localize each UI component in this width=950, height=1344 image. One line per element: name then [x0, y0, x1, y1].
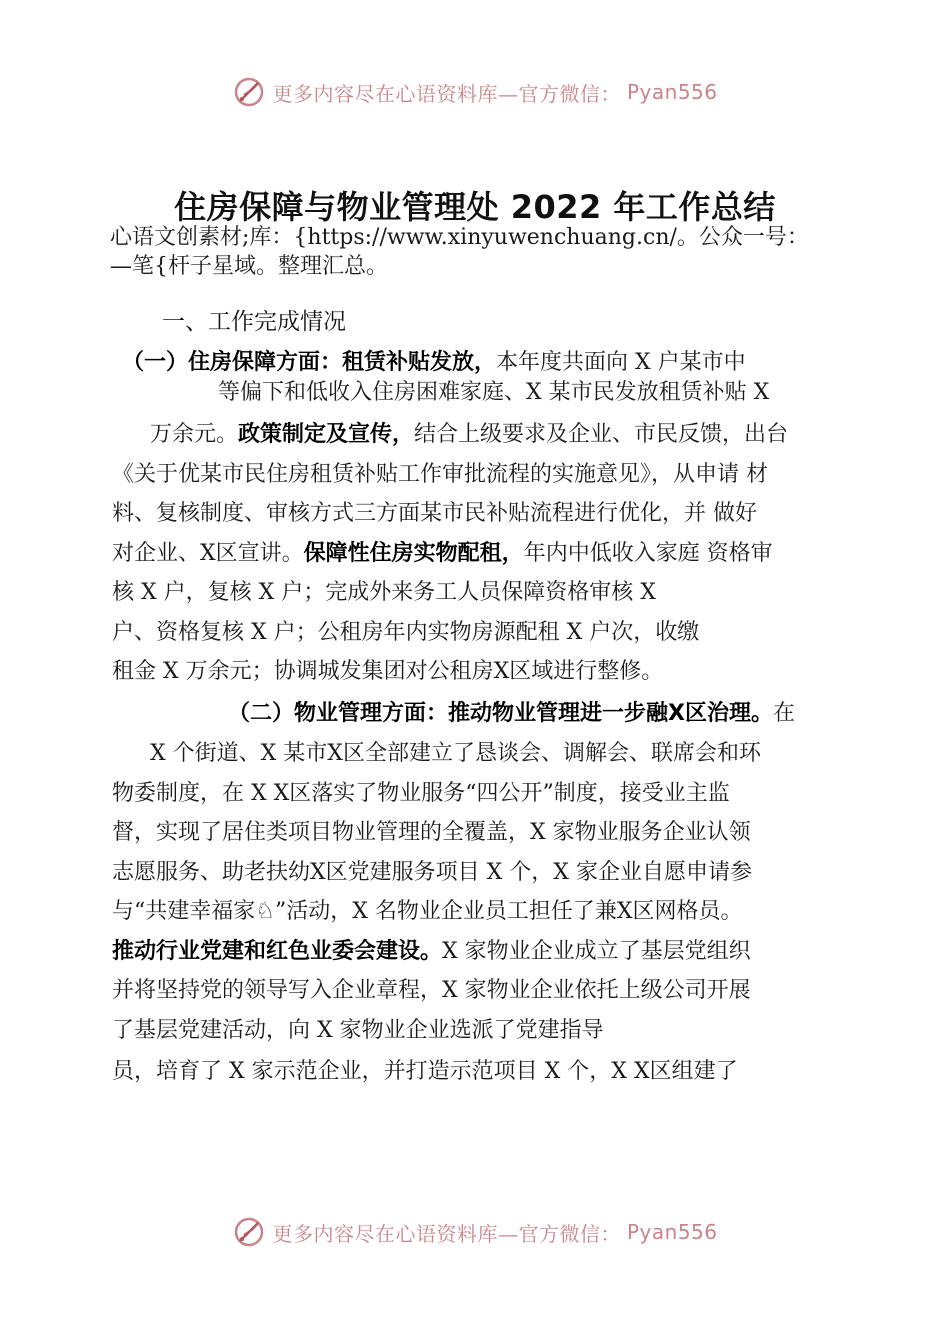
paragraph-2-line-6: 与“共建幸福家♘”活动，X 名物业企业员工担任了兼X区网格员。	[112, 899, 743, 924]
section-heading-1: 一、工作完成情况	[162, 309, 346, 335]
paragraph-1-line-4: 《关于优某市民住房租赁补贴工作审批流程的实施意见》，从申请 材	[112, 462, 768, 487]
policy-heading: 政策制定及宣传，	[238, 422, 415, 447]
paragraph-2-heading: （二）物业管理方面：推动物业管理进一步融X区治理。	[228, 701, 773, 726]
watermark-footer	[0, 1212, 950, 1252]
paragraph-1-line-1: （一）住房保障方面：租赁补贴发放，本年度共面向 X 户某市中	[122, 350, 746, 375]
watermark-header	[0, 72, 950, 112]
source-line-1: 心语文创素材;库：{https://www.xinyuwenchuang.cn/。公众一号：	[110, 225, 809, 250]
paragraph-1-line-5: 料、复核制度、审核方式三方面某市民补贴流程进行优化，并 做好	[112, 501, 757, 526]
paragraph-1-line-2: 等偏下和低收入住房困难家庭、X 某市民发放租赁补贴 X	[218, 380, 770, 405]
watermark-text: 更多内容尽在心语资料库—官方微信：	[272, 1221, 621, 1246]
document-title: 住房保障与物业管理处 2022 年工作总结	[174, 188, 776, 226]
paragraph-2-line-8: 并将坚持党的领导写入企业章程，X 家物业企业依托上级公司开展	[112, 978, 751, 1003]
paragraph-2-line-9: 了基层党建活动，向 X 家物业企业选派了党建指导	[112, 1018, 604, 1043]
paragraph-2-line-5: 志愿服务、助老扶幼X区党建服务项目 X 个，X 家企业自愿申请参	[112, 860, 752, 885]
watermark-wechat-id: Pyan556	[626, 80, 718, 104]
paragraph-1-line-6: 对企业、X区宣讲。保障性住房实物配租，年内中低收入家庭 资格审	[112, 541, 773, 566]
paragraph-2-line-10: 员，培育了 X 家示范企业，并打造示范项目 X 个，X X区组建了	[112, 1059, 738, 1084]
watermark-text: 更多内容尽在心语资料库—官方微信：	[272, 81, 621, 106]
paragraph-1-line-3: 万余元。政策制定及宣传，结合上级要求及企业、市民反馈，出台	[150, 422, 789, 447]
paragraph-2-line-2: X 个街道、X 某市X区全部建立了恳谈会、调解会、联席会和环	[150, 741, 761, 766]
paragraph-2-line-3: 物委制度，在 X X区落实了物业服务“四公开”制度，接受业主监	[112, 781, 730, 806]
source-line-2: —笔{杆子星域。整理汇总。	[110, 254, 388, 279]
paragraph-2-line-7: 推动行业党建和红色业委会建设。X 家物业企业成立了基层党组织	[112, 939, 751, 964]
quill-logo-icon	[232, 1215, 266, 1249]
paragraph-1-line-9: 租金 X 万余元；协调城发集团对公租房X区域进行整修。	[112, 659, 664, 684]
paragraph-2-line-4: 督，实现了居住类项目物业管理的全覆盖，X 家物业服务企业认领	[112, 820, 751, 845]
party-building-heading: 推动行业党建和红色业委会建设。	[112, 939, 443, 964]
paragraph-1-line-7: 核 X 户，复核 X 户；完成外来务工人员保障资格审核 X	[112, 580, 656, 605]
rental-heading: 保障性住房实物配租，	[303, 541, 524, 566]
paragraph-1-heading: （一）住房保障方面：租赁补贴发放，	[122, 350, 497, 375]
paragraph-1-line-8: 户、资格复核 X 户；公租房年内实物房源配租 X 户次，收缴	[112, 620, 700, 645]
watermark-wechat-id: Pyan556	[626, 1220, 718, 1244]
quill-logo-icon	[232, 75, 266, 109]
paragraph-2-line-1: （二）物业管理方面：推动物业管理进一步融X区治理。在	[228, 701, 795, 726]
